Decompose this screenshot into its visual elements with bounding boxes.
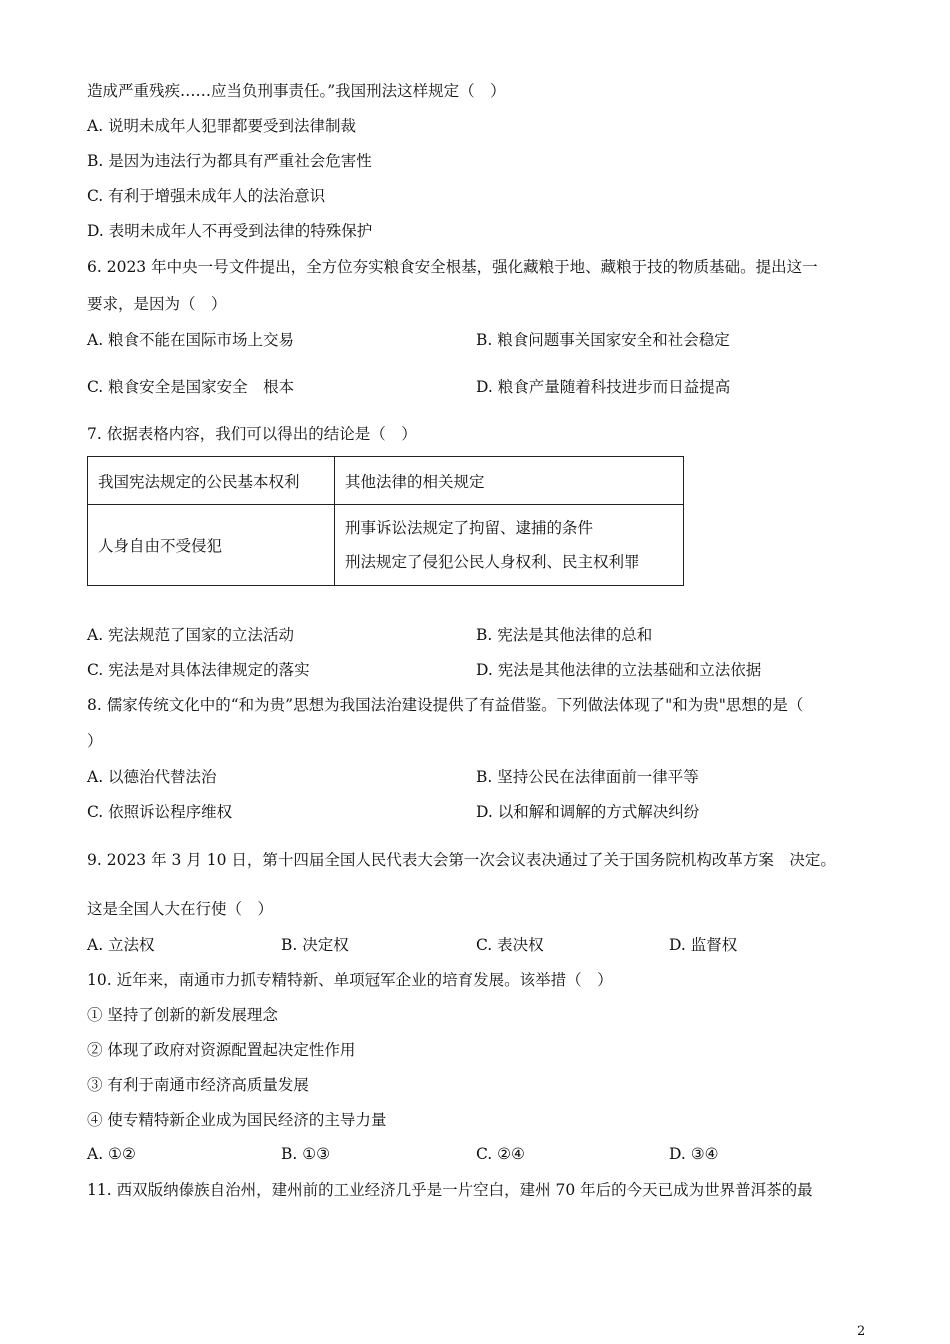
question-9-stem-line-2: 这是全国人大在行使（ ） [87,900,274,918]
question-8-stem-line-1: 8. 儒家传统文化中的“和为贵”思想为我国法治建设提供了有益借鉴。下列做法体现了"和为贵"思想的是（ [87,696,804,714]
question-7-option-c: C. 宪法是对具体法律规定的落实 [87,661,310,679]
question-8-stem-line-2: ） [87,732,103,750]
question-9-option-c: C. 表决权 [476,936,544,954]
table-cell-line: 刑法规定了侵犯公民人身权利、民主权利罪 [345,553,640,571]
question-10-stem: 10. 近年来，南通市力抓专精特新、单项冠军企业的培育发展。该举措（ ） [87,971,613,989]
rights-law-table [87,456,684,586]
question-7-option-b: B. 宪法是其他法律的总和 [476,626,653,644]
question-8-option-a: A. 以德治代替法治 [87,768,217,786]
question-10-option-c: C. ②④ [476,1145,525,1163]
question-5-option-b: B. 是因为违法行为都具有严重社会危害性 [87,152,372,170]
table-cell-related-laws [335,505,684,586]
page-number: 2 [857,1324,866,1339]
question-10-statement-3: ③ 有利于南通市经济高质量发展 [87,1076,309,1094]
question-7-option-a: A. 宪法规范了国家的立法活动 [87,626,295,644]
question-8-option-c: C. 依照诉讼程序维权 [87,803,233,821]
question-5-stem-tail: 造成严重残疾……应当负刑事责任。”我国刑法这样规定（ ） [87,82,506,100]
question-8-option-d: D. 以和解和调解的方式解决纠纷 [476,803,700,821]
question-5-option-a: A. 说明未成年人犯罪都要受到法律制裁 [87,117,357,135]
question-6-stem-line-1: 6. 2023 年中央一号文件提出，全方位夯实粮食安全根基，强化藏粮于地、藏粮于技的物质基础。提出这一 [87,258,818,276]
question-10-statement-1: ① 坚持了创新的新发展理念 [87,1006,278,1024]
question-8-option-b: B. 坚持公民在法律面前一律平等 [476,768,699,786]
question-9-option-a: A. 立法权 [87,936,155,954]
question-10-option-a: A. ①② [87,1145,136,1163]
question-6-stem-line-2: 要求，是因为（ ） [87,295,227,313]
question-7-option-d: D. 宪法是其他法律的立法基础和立法依据 [476,661,762,679]
question-6-option-c: C. 粮食安全是国家安全 根本 [87,378,295,396]
question-11-stem-line-1: 11. 西双版纳傣族自治州，建州前的工业经济几乎是一片空白，建州 70 年后的今天已成为世界普洱茶的最 [87,1181,813,1199]
question-9-option-b: B. 决定权 [281,936,349,954]
question-9-option-d: D. 监督权 [669,936,738,954]
question-5-option-c: C. 有利于增强未成年人的法治意识 [87,187,326,205]
question-10-statement-4: ④ 使专精特新企业成为国民经济的主导力量 [87,1111,387,1129]
question-6-option-a: A. 粮食不能在国际市场上交易 [87,331,295,349]
table-cell-line: 刑事诉讼法规定了拘留、逮捕的条件 [345,519,594,537]
table-cell-right-name: 人身自由不受侵犯 [88,505,335,586]
question-7-stem: 7. 依据表格内容，我们可以得出的结论是（ ） [87,425,417,443]
table-header-left: 我国宪法规定的公民基本权利 [88,457,335,505]
question-5-option-d: D. 表明未成年人不再受到法律的特殊保护 [87,222,373,240]
question-10-option-d: D. ③④ [669,1145,719,1163]
question-10-statement-2: ② 体现了政府对资源配置起决定性作用 [87,1041,356,1059]
table-header-right: 其他法律的相关规定 [335,457,684,505]
table-row [88,505,684,586]
question-9-stem-line-1: 9. 2023 年 3 月 10 日，第十四届全国人民代表大会第一次会议表决通过了关于国务院机构改革方案 决定。 [87,851,836,869]
question-6-option-d: D. 粮食产量随着科技进步而日益提高 [476,378,731,396]
question-10-option-b: B. ①③ [281,1145,331,1163]
table-header-row [88,457,684,505]
question-6-option-b: B. 粮食问题事关国家安全和社会稳定 [476,331,730,349]
